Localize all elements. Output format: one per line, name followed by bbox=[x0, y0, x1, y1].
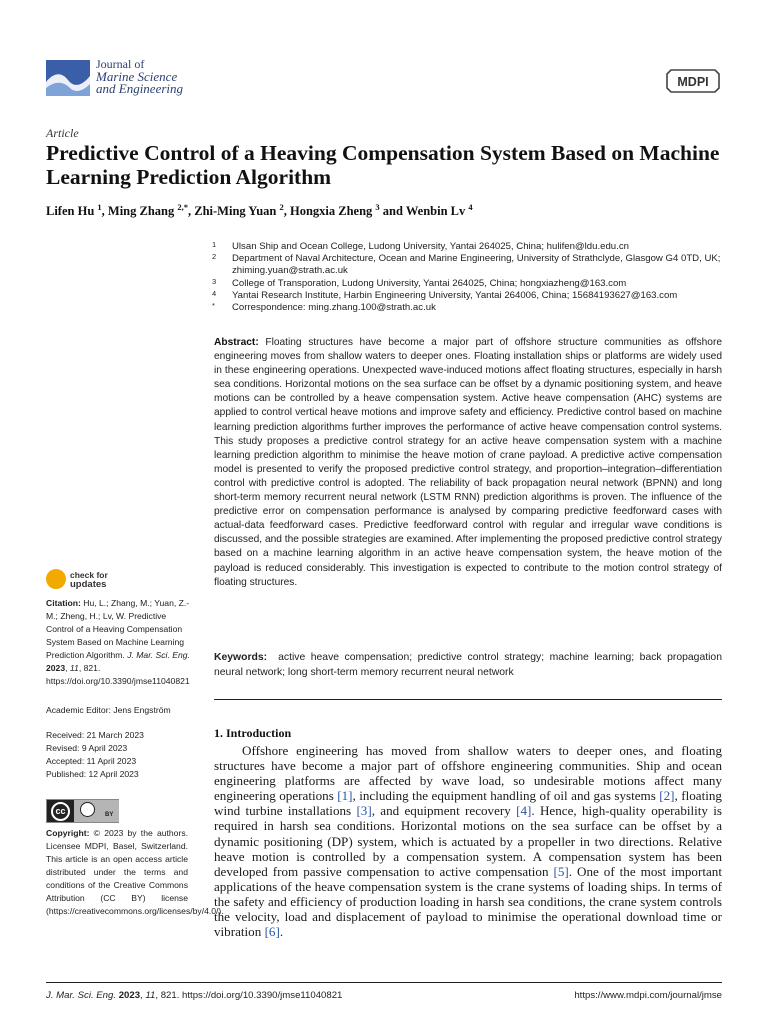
author-name[interactable]: Zhi-Ming Yuan bbox=[194, 204, 277, 219]
author-affil-sup: 3 bbox=[375, 202, 380, 212]
affiliation-text: College of Transporation, Ludong University, Yantai 264025, China; hongxiazheng@163.com bbox=[232, 277, 627, 289]
article-type: Article bbox=[46, 126, 79, 140]
author-affil-sup: 4 bbox=[468, 202, 473, 212]
affiliation-text: Yantai Research Institute, Harbin Engineering University, Yantai 264006, China; 15684193627@163.com bbox=[232, 289, 678, 301]
citation-link[interactable]: [5] bbox=[553, 863, 569, 879]
citation-link[interactable]: [1] bbox=[337, 788, 353, 804]
keywords-text: active heave compensation; predictive control strategy; machine learning; back propagation neural network; long short-term memory recurrent neural network bbox=[214, 652, 722, 678]
affiliation-item bbox=[212, 278, 722, 290]
copyright-label: Copyright: bbox=[46, 828, 90, 838]
keywords bbox=[214, 650, 722, 680]
citation-doi[interactable]: , 821. https://doi.org/10.3390/jmse11040821 bbox=[46, 663, 190, 686]
author-affil-sup: 1 bbox=[97, 202, 102, 212]
publisher-name: MDPI bbox=[677, 75, 709, 89]
footer-doi-link[interactable]: , 821. https://doi.org/10.3390/jmse11040821 bbox=[155, 990, 343, 1001]
copyright-block bbox=[46, 827, 224, 918]
citation-volume: 11 bbox=[69, 663, 79, 673]
cc-by-label: BY bbox=[105, 812, 114, 818]
affiliation-number: 1 bbox=[212, 240, 217, 249]
accepted-date: Accepted: 11 April 2023 bbox=[46, 756, 137, 766]
intro-text: . bbox=[279, 924, 284, 940]
copyright-text: © 2023 by the authors. Licensee MDPI, Basel, Switzerland. This article is an open access article distributed under the terms and conditions of the Creative Commons Attribution (CC BY) license (https://creativecommons.org/licenses/by/4.0/). bbox=[46, 828, 224, 916]
introduction-paragraph bbox=[214, 743, 722, 939]
affiliation-text: Department of Naval Architecture, Ocean and Marine Engineering, University of Strathclyde, Glasgow G4 0TD, UK; zhiming.yuan@strath.ac.uk bbox=[232, 253, 721, 277]
journal-name bbox=[96, 58, 183, 96]
author-affil-sup: 2 bbox=[279, 202, 284, 212]
affiliation-number: 2 bbox=[212, 252, 217, 262]
author-name[interactable]: Ming Zhang bbox=[107, 204, 175, 219]
academic-editor: Academic Editor: Jens Engström bbox=[46, 705, 171, 715]
cc-icon: cc bbox=[51, 802, 70, 821]
footer-journal: J. Mar. Sci. Eng. bbox=[46, 990, 117, 1001]
citation-block: Citation: Hu, L.; Zhang, M.; Yuan, Z.-M.; Zheng, H.; Lv, W. Predictive Control of a Heaving Compensation System Based on Machine Learning Prediction Algorithm. J. Mar. Sci. Eng. 2023, 11, 821. https://doi.org/10.3390/jmse11040821 bbox=[46, 598, 190, 686]
dates-block bbox=[46, 729, 144, 781]
footer-journal-url[interactable]: https://www.mdpi.com/journal/jmse bbox=[574, 990, 722, 1001]
citation-year: 2023 bbox=[46, 663, 66, 673]
revised-date: Revised: 9 April 2023 bbox=[46, 743, 128, 753]
author-list: Lifen Hu $^1$, Ming Zhang $^{2,*}$, Zhi-Ming Yuan $^2$, Hongxia Zheng $^3$ and Wenbin Lv $^4$ bbox=[46, 202, 473, 219]
affiliation-number: * bbox=[212, 301, 215, 311]
article-title: Predictive Control of a Heaving Compensation System Based on Machine Learning Prediction Algorithm bbox=[46, 141, 720, 189]
abstract bbox=[214, 336, 722, 590]
affiliation-item bbox=[212, 241, 722, 253]
section-divider bbox=[214, 699, 722, 700]
journal-name-line1: Journal of bbox=[96, 57, 145, 71]
author-name[interactable]: Hongxia Zheng bbox=[289, 204, 373, 219]
intro-text: . Hence, high-quality operability is required in harsh sea conditions. Horizontal motions on the sea surface can be offset by a dynamic positioning (DP) system, which is actuated by a propeller in two directions. Relative heave motion is controlled by a compensation system. A compensation system has been developed from passive compensation to active compensation bbox=[214, 803, 722, 879]
citation-link[interactable]: [3] bbox=[356, 803, 372, 819]
keywords-label: Keywords: bbox=[214, 652, 268, 663]
mdpi-logo-icon[interactable] bbox=[665, 68, 721, 94]
cc-by-license-badge[interactable] bbox=[46, 799, 119, 823]
published-date: Published: 12 April 2023 bbox=[46, 769, 139, 779]
intro-text: , and equipment recovery bbox=[371, 803, 511, 819]
abstract-label: Abstract: bbox=[214, 337, 259, 348]
correspondence-text: Correspondence: ming.zhang.100@strath.ac.uk bbox=[232, 302, 436, 314]
check-updates-line2: updates bbox=[70, 579, 107, 590]
author-affil-sup: 2,* bbox=[177, 202, 188, 212]
citation-text: Hu, L.; Zhang, M.; Yuan, Z.-M.; Zheng, H.; Lv, W. Predictive Control of a Heaving Compensation System Based on Machine Learning Prediction Algorithm. bbox=[46, 598, 190, 660]
affiliation-number: 4 bbox=[212, 288, 217, 298]
check-for-updates-button[interactable] bbox=[46, 568, 126, 592]
affiliation-number: 3 bbox=[212, 276, 217, 286]
abstract-text: Floating structures have become a major part of offshore structure communities as offshore engineering moves from shallow waters to deeper ones. Floating installation ships or platforms are widely used in these engineering operations. Unexpected wave-induced motions affect floating structures, especially in harsh sea conditions. Horizontal motions on the sea surface can be offset by a dynamic positioning system, and heave motions can be controlled by a heave compensation system. Active heave compensation (AHC) systems are applied to control vertical heave motions and improve safety and efficiency. Predictive control based on machine learning prediction algorithms further improves the performance of active heave compensation control systems. This study proposes a predictive control strategy for an active heave compensation system with a machine learning prediction algorithm to minimise the heave motion of crane payload. A predictive active compensation model is presented to verify the proposed predictive control strategy, and proportion–integration–differentiation control with predictive control is adopted. The reliability of back propagation neural network (BPNN) and long short-term memory recurrent neural network (LSTM RNN) prediction algorithms is proven. The influence of the predictive error on compensation performance is analysed by comparing predictive feedforward cases with actual-data feedforward cases. Predictive feedforward control with regular and irregular wave conditions is discussed, and the possible strategies are examined. After implementing the proposed predictive control strategy based on a machine learning algorithm in an active heave compensation system, the heave motion of the payload is reduced considerably. This investigation is expected to contribute to the motion control strategy of floating structures. bbox=[214, 337, 722, 588]
check-updates-line1: check for bbox=[70, 570, 108, 580]
intro-text: , including the equipment handling of oil and gas systems bbox=[352, 788, 656, 804]
journal-logo[interactable] bbox=[46, 58, 216, 100]
correspondence-item bbox=[212, 302, 722, 314]
footer-citation: J. Mar. Sci. Eng. 2023, 11, 821. https://doi.org/10.3390/jmse11040821 bbox=[46, 990, 343, 1001]
author-name[interactable]: Wenbin Lv bbox=[405, 204, 466, 219]
attribution-person-icon bbox=[80, 802, 95, 817]
citation-link[interactable]: [4] bbox=[516, 803, 532, 819]
affiliation-list bbox=[212, 241, 722, 314]
received-date: Received: 21 March 2023 bbox=[46, 730, 144, 740]
footer-divider bbox=[46, 982, 722, 983]
section-heading-introduction: 1. Introduction bbox=[214, 726, 292, 740]
journal-name-line3: and Engineering bbox=[96, 81, 184, 96]
journal-name-line2: Marine Science bbox=[96, 68, 178, 84]
author-name[interactable]: Lifen Hu bbox=[46, 204, 95, 219]
affiliation-item bbox=[212, 290, 722, 302]
citation-label: Citation: bbox=[46, 598, 81, 608]
wave-logo-icon bbox=[46, 60, 90, 96]
affiliation-item bbox=[212, 253, 722, 277]
citation-link[interactable]: [2] bbox=[659, 788, 675, 804]
check-updates-icon bbox=[46, 569, 66, 589]
affiliation-text: Ulsan Ship and Ocean College, Ludong University, Yantai 264025, China; hulifen@ldu.edu.cn bbox=[232, 241, 629, 252]
footer-volume: 11 bbox=[145, 990, 156, 1001]
citation-link[interactable]: [6] bbox=[264, 924, 280, 940]
intro-text: Offshore engineering has moved from shallow waters to deeper ones, and floating structures have become a major part of offshore engineering communities. Ship and ocean engineering platforms are affected by wave load, so undesirable motions affect many engineering operations bbox=[214, 743, 722, 804]
intro-text: . One of the most important applications of the heave compensation system is the crane systems of loading ships. In terms of the safety and efficiency of production loading in harsh sea conditions, the crane system controls the velocity, load and displacement of payload to minimise the operational download time or vibration bbox=[214, 863, 722, 940]
citation-journal: J. Mar. Sci. Eng. bbox=[127, 650, 190, 660]
intro-text: , floating wind turbine installations bbox=[214, 788, 722, 819]
footer-year: 2023 bbox=[118, 990, 141, 1001]
